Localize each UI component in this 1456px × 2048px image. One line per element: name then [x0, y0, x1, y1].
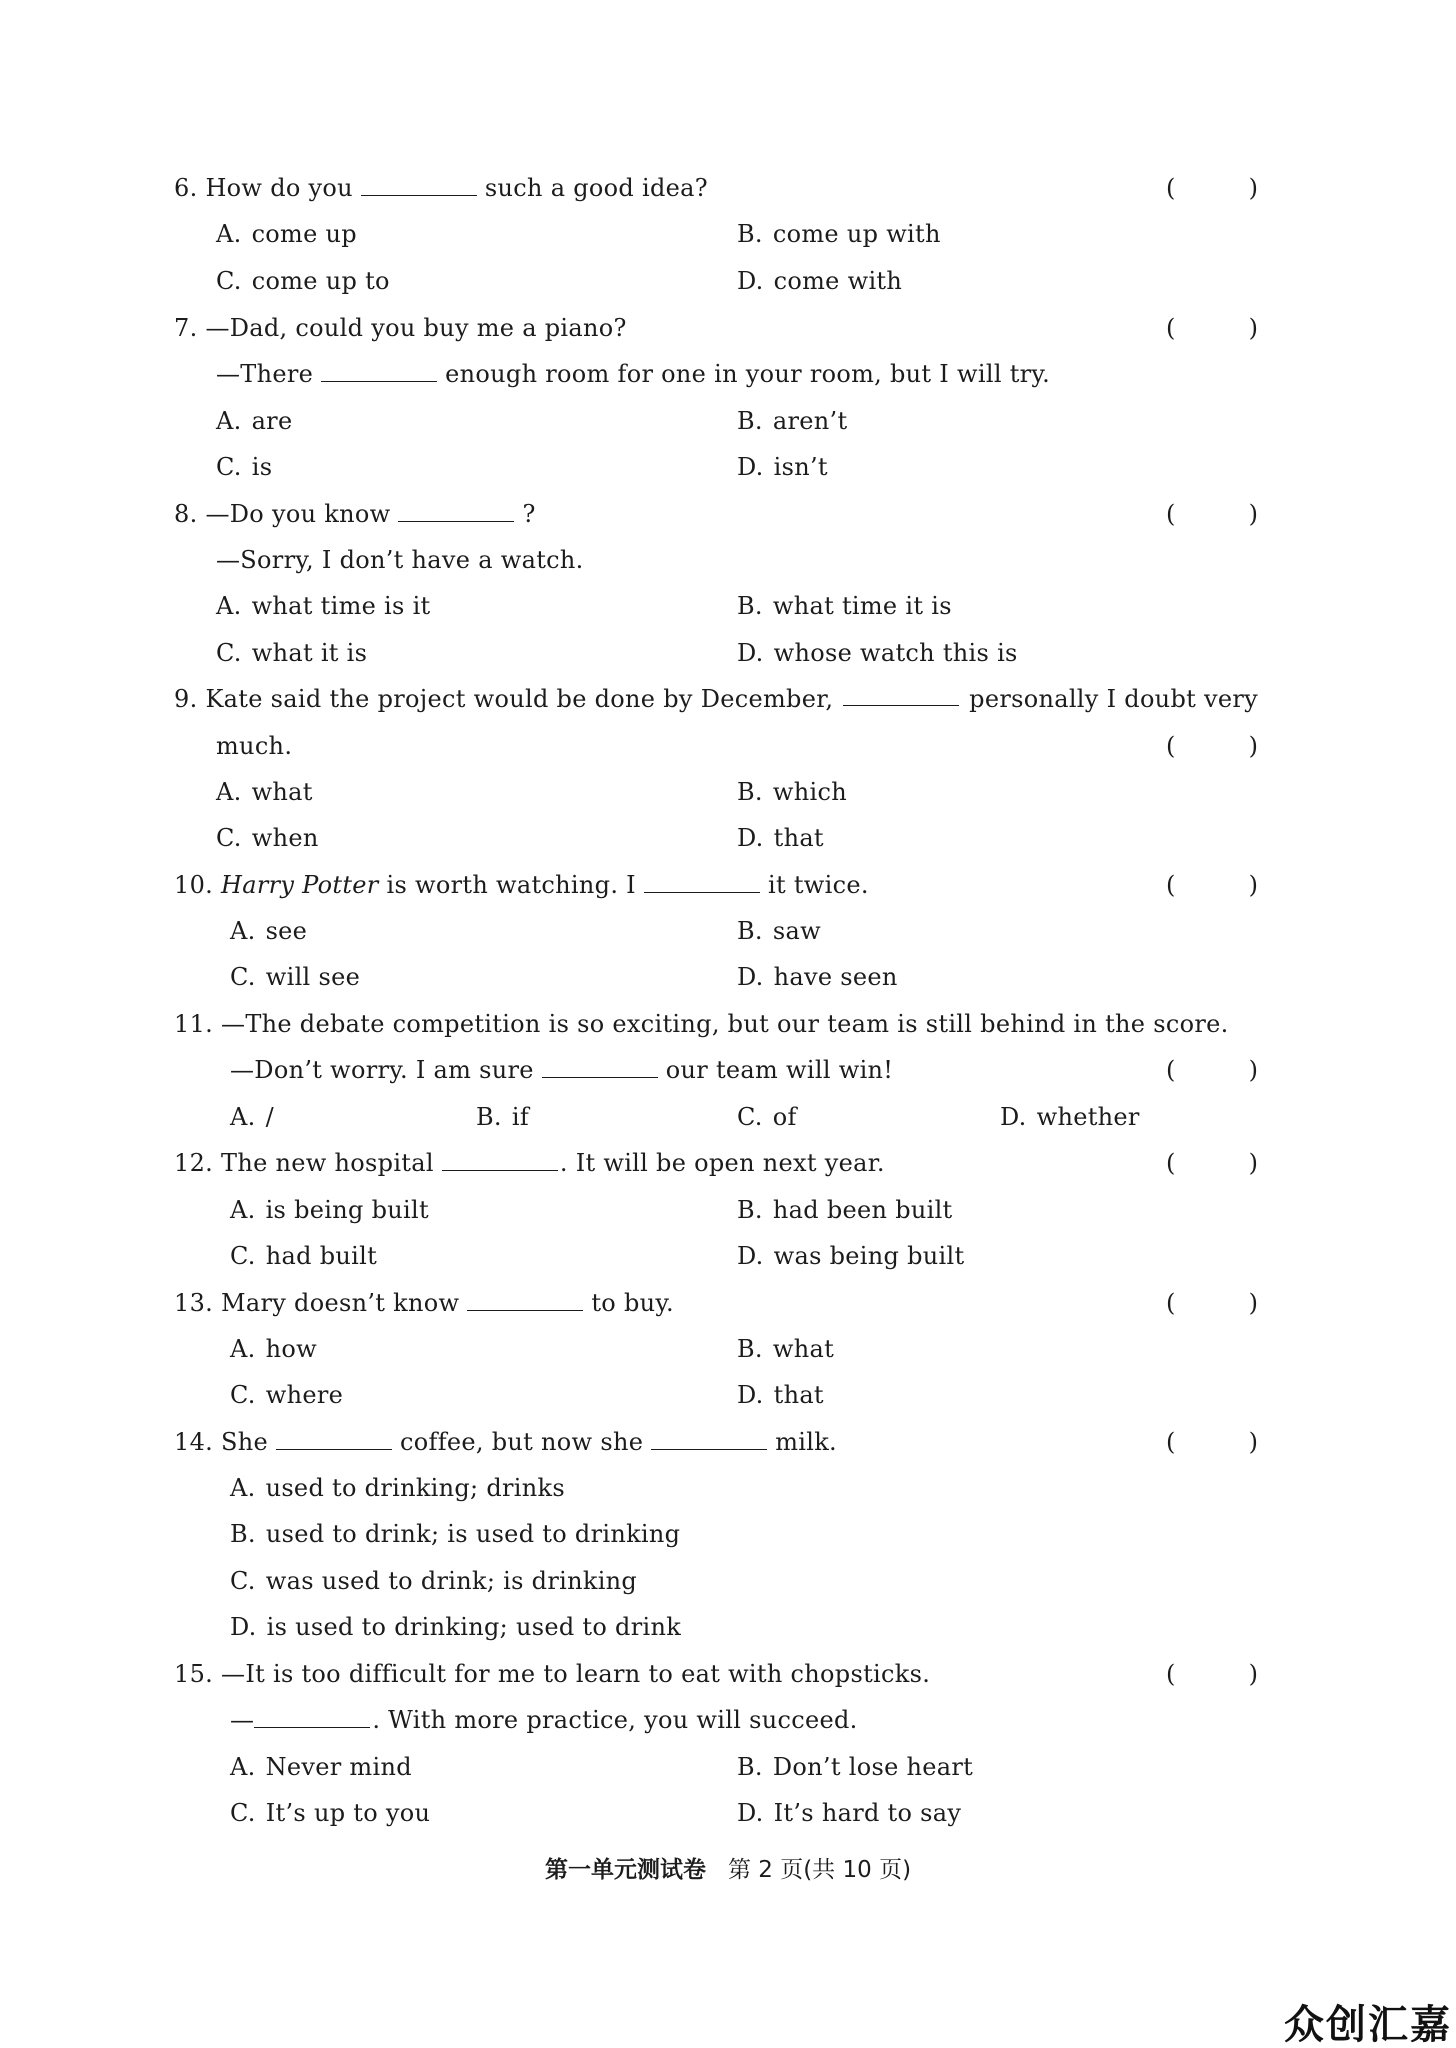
page-footer [0, 1854, 1456, 1886]
option-d: D. isn’t [737, 453, 828, 481]
option-c: C. was used to drink; is drinking [230, 1567, 638, 1595]
question-11-line2: —Don’t worry. I am sure our team will win! [230, 1056, 894, 1084]
answer-blank [361, 173, 477, 196]
option-a: A. how [230, 1335, 317, 1363]
answer-blank [843, 683, 959, 706]
question-7-line2: —There enough room for one in your room, but I will try. [216, 360, 1051, 388]
option-b: B. saw [737, 917, 821, 945]
option-b: B. Don’t lose heart [737, 1753, 974, 1781]
answer-blank [442, 1148, 558, 1171]
answer-paren: ( ) [1166, 1660, 1258, 1688]
watermark-logo: 众创汇嘉 [1284, 2002, 1452, 2048]
question-number: 11. [174, 1010, 214, 1038]
option-c: C. is [216, 453, 273, 481]
option-d: D. whose watch this is [737, 639, 1018, 667]
question-number: 13. [174, 1289, 214, 1317]
question-number: 8. [174, 500, 198, 528]
option-d: D. It’s hard to say [737, 1799, 962, 1827]
answer-blank [321, 359, 437, 382]
option-d: D. that [737, 1381, 824, 1409]
option-b: B. if [476, 1103, 530, 1131]
question-14-stem: 14. She coffee, but now she milk. [174, 1428, 837, 1456]
option-a: A. what [216, 778, 313, 806]
answer-paren: ( ) [1166, 1289, 1258, 1317]
answer-blank [254, 1705, 370, 1728]
answer-paren: ( ) [1166, 174, 1258, 202]
option-b: B. what [737, 1335, 835, 1363]
option-a: A. what time is it [216, 592, 431, 620]
question-9-line1: 9. Kate said the project would be done by December, personally I doubt very [174, 685, 1258, 713]
option-b: B. had been built [737, 1196, 953, 1224]
question-13-stem: 13. Mary doesn’t know to buy. [174, 1289, 674, 1317]
question-15-line1: 15. —It is too difficult for me to learn to eat with chopsticks. [174, 1660, 931, 1688]
option-d: D. was being built [737, 1242, 965, 1270]
option-b: B. what time it is [737, 592, 952, 620]
answer-blank [398, 499, 514, 522]
question-11-line1: 11. —The debate competition is so exciting, but our team is still behind in the score. [174, 1010, 1229, 1038]
movie-title: Harry Potter [221, 871, 379, 899]
option-c: C. what it is [216, 639, 368, 667]
option-c: C. come up to [216, 267, 390, 295]
question-number: 10. [174, 871, 214, 899]
option-a: A. is being built [230, 1196, 429, 1224]
question-15-line2: — . With more practice, you will succeed. [230, 1706, 858, 1734]
option-d: D. whether [1000, 1103, 1140, 1131]
answer-paren: ( ) [1166, 871, 1258, 899]
option-a: A. come up [216, 220, 357, 248]
option-d: D. have seen [737, 963, 898, 991]
question-number: 6. [174, 174, 198, 202]
question-7-line1: 7. —Dad, could you buy me a piano? [174, 314, 627, 342]
page-number: 第 2 页(共 10 页) [727, 1857, 912, 1883]
question-number: 7. [174, 314, 198, 342]
option-b: B. used to drink; is used to drinking [230, 1520, 681, 1548]
answer-paren: ( ) [1166, 314, 1258, 342]
question-6-stem: 6. How do you such a good idea? [174, 174, 708, 202]
answer-paren: ( ) [1166, 1428, 1258, 1456]
question-8-line2: —Sorry, I don’t have a watch. [216, 546, 584, 574]
answer-blank [651, 1427, 767, 1450]
question-10-stem: 10. Harry Potter is worth watching. I it twice. [174, 871, 869, 899]
answer-blank [276, 1427, 392, 1450]
answer-paren: ( ) [1166, 732, 1258, 760]
answer-blank [467, 1288, 583, 1311]
unit-title: 第一单元测试卷 [544, 1857, 706, 1883]
answer-blank [644, 870, 760, 893]
option-c: C. where [230, 1381, 344, 1409]
option-c: C. had built [230, 1242, 378, 1270]
option-b: B. come up with [737, 220, 941, 248]
option-a: A. used to drinking; drinks [230, 1474, 566, 1502]
option-b: B. aren’t [737, 407, 848, 435]
option-c: C. of [737, 1103, 797, 1131]
question-number: 15. [174, 1660, 214, 1688]
option-a: A. Never mind [230, 1753, 412, 1781]
option-c: C. when [216, 824, 319, 852]
answer-blank [542, 1055, 658, 1078]
option-a: A. / [230, 1103, 274, 1131]
question-number: 12. [174, 1149, 214, 1177]
option-c: C. will see [230, 963, 361, 991]
question-8-line1: 8. —Do you know ? [174, 500, 536, 528]
option-d: D. is used to drinking; used to drink [230, 1613, 682, 1641]
question-12-stem: 12. The new hospital . It will be open next year. [174, 1149, 885, 1177]
option-b: B. which [737, 778, 847, 806]
question-number: 14. [174, 1428, 214, 1456]
option-c: C. It’s up to you [230, 1799, 431, 1827]
option-a: A. see [230, 917, 308, 945]
option-d: D. that [737, 824, 824, 852]
option-d: D. come with [737, 267, 903, 295]
answer-paren: ( ) [1166, 1056, 1258, 1084]
option-a: A. are [216, 407, 293, 435]
question-number: 9. [174, 685, 198, 713]
answer-paren: ( ) [1166, 500, 1258, 528]
answer-paren: ( ) [1166, 1149, 1258, 1177]
question-9-line2: much. [216, 732, 293, 760]
